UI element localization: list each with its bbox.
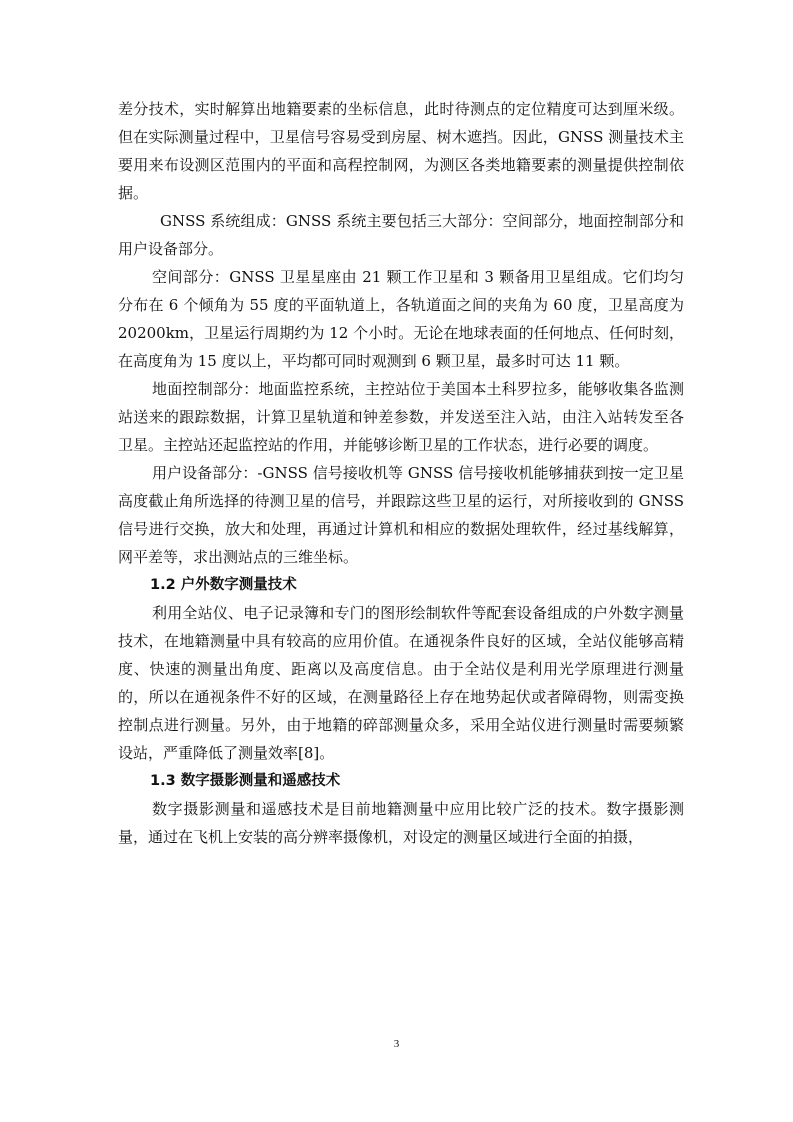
section-heading-1-2: 1.2 户外数字测量技术	[150, 577, 297, 593]
paragraph-photogrammetry: 数字摄影测量和遥感技术是目前地籍测量中应用比较广泛的技术。数字摄影测量，通过在飞机上安装的高分辨率摄像机，对设定的测量区域进行全面的拍摄，	[118, 800, 684, 846]
page-number: 3	[393, 1038, 400, 1050]
paragraph-gnss-technology: 差分技术，实时解算出地籍要素的坐标信息，此时待测点的定位精度可达到厘米级。但在实际测量过程中，卫星信号容易受到房屋、树木遮挡。因此，GNSS 测量技术主要用来布设测区范围内的平面和高程控制网，为测区各类地籍要素的测量提供控制依据。	[118, 100, 684, 202]
paragraph-gnss-composition: GNSS 系统组成：GNSS 系统主要包括三大部分：空间部分，地面控制部分和用户设备部分。	[118, 212, 684, 258]
section-heading-1-3: 1.3 数字摄影测量和遥感技术	[150, 773, 341, 789]
paragraph-outdoor-digital: 利用全站仪、电子记录簿和专门的图形绘制软件等配套设备组成的户外数字测量技术，在地籍测量中具有较高的应用价值。在通视条件良好的区域，全站仪能够高精度、快速的测量出角度、距离以及高度信息。由于全站仪是利用光学原理进行测量的，所以在通视条件不好的区域，在测量路径上存在地势起伏或者障碍物，则需变换控制点进行测量。另外，由于地籍的碎部测量众多，采用全站仪进行测量时需要频繁设站，严重降低了测量效率[8]。	[118, 604, 684, 762]
paragraph-ground-control: 地面控制部分：地面监控系统，主控站位于美国本土科罗拉多，能够收集各监测站送来的跟踪数据，计算卫星轨道和钟差参数，并发送至注入站，由注入站转发至各卫星。主控站还起监控站的作用，并能够诊断卫星的工作状态，进行必要的调度。	[118, 380, 684, 454]
paragraph-user-equipment: 用户设备部分：-GNSS 信号接收机等 GNSS 信号接收机能够捕获到按一定卫星高度截止角所选择的待测卫星的信号，并跟踪这些卫星的运行，对所接收到的 GNSS 信号进行交换，放大和处理，再通过计算机和相应的数据处理软件，经过基线解算，网平差等，求出测站点的三维坐标。	[118, 464, 684, 566]
paragraph-space-segment: 空间部分：GNSS 卫星星座由 21 颗工作卫星和 3 颗备用卫星组成。它们均匀分布在 6 个倾角为 55 度的平面轨道上，各轨道面之间的夹角为 60 度，卫星高度为 20200km，卫星运行周期约为 12 个小时。无论在地球表面的任何地点、任何时刻，在高度角为 15 度以上，平均都可同时观测到 6 颗卫星，最多时可达 11 颗。	[118, 268, 684, 370]
page-body	[118, 95, 684, 851]
